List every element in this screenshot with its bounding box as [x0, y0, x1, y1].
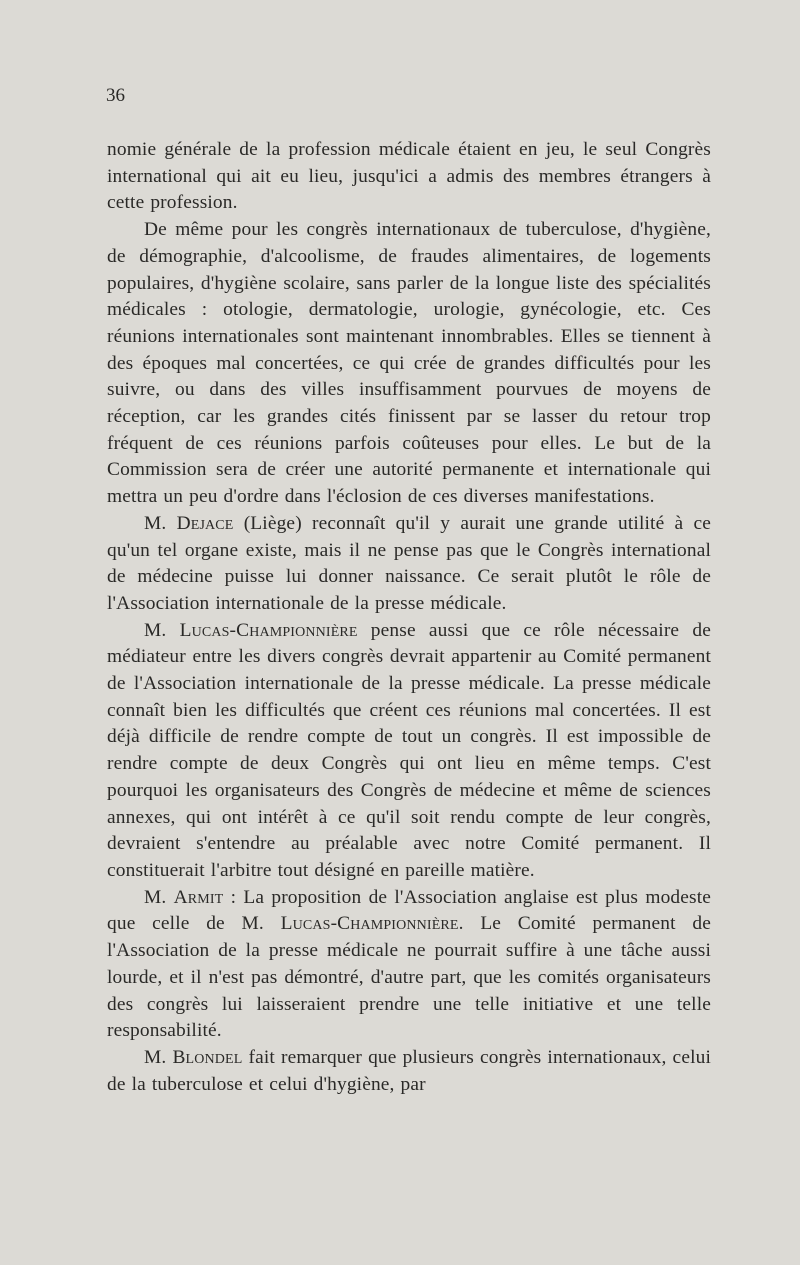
paragraph-3	[107, 511, 711, 618]
paragraph-text: nomie générale de la profession médicale étaient en jeu, le seul Congrès international qui ait eu lieu, jusqu'ici a admis des membres étrangers à cette profession.	[107, 139, 711, 214]
speaker-name: Blondel	[172, 1046, 243, 1068]
speaker-name: Lucas-Championnière	[280, 913, 459, 935]
speaker-name: Dejace	[176, 512, 234, 534]
paragraph-6	[107, 1045, 711, 1098]
paragraph-text: (Liège) reconnaît qu'il y aurait une grande utilité à ce qu'un tel organe existe, mais il ne pense pas que le Congrès international de médecine puisse lui donner naissance. Ce serait plutôt le rôle de l'Association internationale de la presse médicale.	[107, 512, 711, 614]
paragraph-text: . Le Comité permanent de l'Association de la presse médicale ne pourrait suffire à une tâche aussi lourde, et il n'est pas démontré, d'autre part, que les comités organisateurs des congrès lui laisseraient prendre une telle initiative et une telle responsabilité.	[107, 913, 711, 1042]
paragraph-2	[107, 217, 711, 511]
speaker-name: Armit	[173, 886, 224, 908]
paragraph-text: fait remarquer que plusieurs congrès internationaux, celui de la tuberculose et celui d'hygiène, par	[107, 1046, 711, 1095]
paragraph-text: M.	[144, 619, 180, 641]
paragraph-5	[107, 885, 711, 1045]
body-text	[107, 137, 711, 1098]
paragraph-4	[107, 618, 711, 885]
paragraph-text: M.	[144, 1046, 173, 1068]
paragraph-text: De même pour les congrès internationaux de tuberculose, d'hygiène, de démographie, d'alcoolisme, de fraudes alimentaires, de logements populaires, d'hygiène scolaire, sans parler de la longue liste des spécialités médicales : otologie, dermatologie, urologie, gynécologie, etc. Ces réunions internationales sont maintenant innombrables. Elles se tiennent à des époques mal concertées, ce qui crée de grandes difficultés pour les suivre, ou dans des villes insuffisamment pourvues de moyens de réception, car les grandes cités finissent par se lasser du retour trop fréquent de ces réunions parfois coûteuses pour elles. Le but de la Commission sera de créer une autorité permanente et internationale qui mettra un peu d'ordre dans l'éclosion de ces diverses manifestations.	[107, 219, 711, 508]
paragraph-text: M.	[144, 512, 177, 534]
paragraph-text: : La proposition de l'Association anglaise est plus modeste que celle de M.	[107, 886, 712, 935]
page-number: 36	[106, 85, 125, 106]
paragraph-text: pense aussi que ce rôle nécessaire de médiateur entre les divers congrès devrait appartenir au Comité permanent de l'Association internationale de la presse médicale. La presse médicale connaît bien les difficultés que créent ces réunions mal concertées. Il est déjà difficile de rendre compte de tout un congrès. Il est impossible de rendre compte de deux Congrès qui ont lieu en même temps. C'est pourquoi les organisateurs des Congrès de médecine et même de sciences annexes, qui ont intérêt à ce qu'il soit rendu compte de leur congrès, devraient s'entendre au préalable avec notre Comité permanent. Il constituerait l'arbitre tout désigné en pareille matière.	[107, 619, 711, 881]
paragraph-text: M.	[144, 886, 174, 908]
speaker-name: Lucas-Championnière	[179, 619, 358, 641]
paragraph-1	[107, 137, 711, 217]
